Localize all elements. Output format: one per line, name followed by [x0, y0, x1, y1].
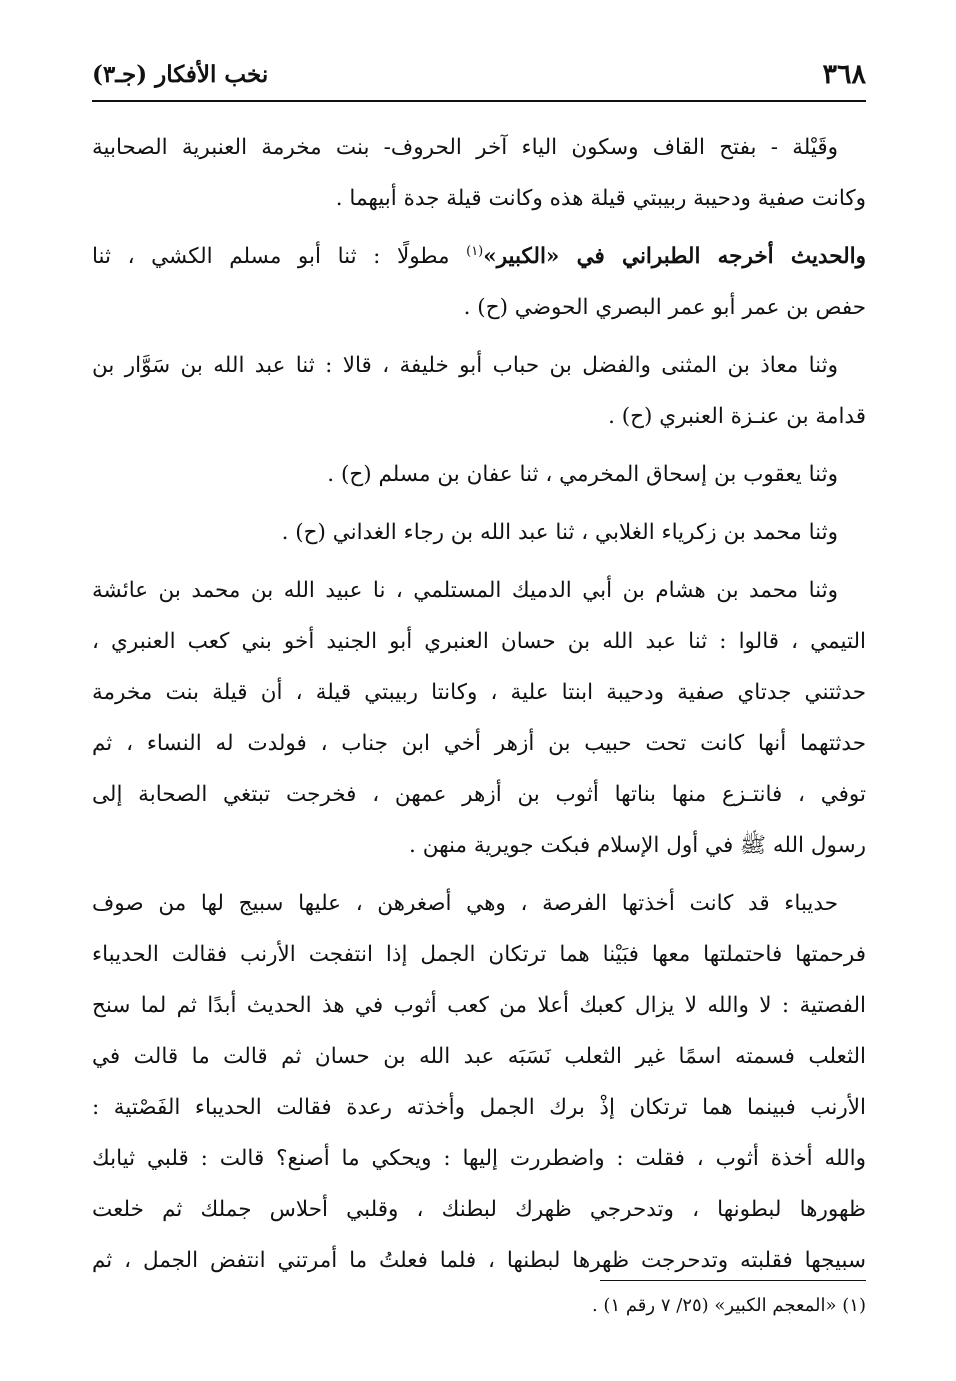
footnote: (١) «المعجم الكبير» (٢٥/ ٧ رقم ١) .: [591, 1295, 866, 1316]
text-line: رسول الله ﷺ في أول الإسلام فبكت جويرية منهن .: [409, 833, 866, 858]
text-line: حدثتني جدتاي صفية ودحيبة ابنتا علية ، وكانتا ربيبتي قيلة ، أن قيلة بنت مخرمة: [92, 680, 866, 705]
paragraph: [92, 231, 866, 333]
text-line: ظهورها لبطونها ، وتدحرجي ظهرك لبطنك ، وقلبي أحلاس جملك ثم خلعت: [92, 1197, 866, 1222]
text-line: التيمي ، قالوا : ثنا عبد الله بن حسان العنبري أبو الجنيد أخو بني كعب العنبري ،: [92, 629, 866, 654]
paragraph: [92, 449, 866, 500]
text-line: وثنا محمد بن زكرياء الغلابي ، ثنا عبد الله بن رجاء الغداني (ح) .: [281, 520, 838, 545]
text-line: وكانت صفية ودحيبة ربيبتي قيلة هذه وكانت قيلة جدة أبيهما .: [335, 186, 866, 211]
text-line: توفي ، فانتـزع منها بناتها أثوب بن أزهر عمهن ، فخرجت تبتغي الصحابة إلى: [92, 782, 866, 807]
text-line: قدامة بن عنـزة العنبري (ح) .: [608, 404, 866, 429]
page-body: [92, 122, 866, 1293]
page-header: [92, 52, 866, 96]
footnote-divider: [600, 1280, 866, 1281]
text-line: الثعلب فسمته اسمًا غير الثعلب نَسَبَه عبد الله بن حسان ثم قالت ما قالت في: [92, 1044, 866, 1069]
text-line: سبيجها فقلبته وتدحرجت ظهرها لبطنها ، فلما فعلتُ ما أمرتني انتفض الجمل ، ثم: [92, 1248, 866, 1273]
paragraph: [92, 122, 866, 224]
text-line: فرحمتها فاحتملتها معها فبَيْنا هما ترتكان الجمل إذا انتفجت الأرنب فقالت الحديباء: [92, 942, 866, 967]
text-line: وثنا يعقوب بن إسحاق المخرمي ، ثنا عفان بن مسلم (ح) .: [327, 462, 838, 487]
text-line: حدثتهما أنها كانت تحت حبيب بن أزهر أخي ابن جناب ، فولدت له النساء ، ثم: [92, 731, 866, 756]
paragraph: [92, 507, 866, 558]
paragraph: [92, 565, 866, 871]
text-line: وثنا معاذ بن المثنى والفضل بن حباب أبو خليفة ، قالا : ثنا عبد الله بن سَوَّار بن: [92, 353, 838, 378]
header-divider: [92, 100, 866, 102]
text-line: حديباء قد كانت أخذتها الفرصة ، وهي أصغرهن ، عليها سبيج لها من صوف: [92, 891, 838, 916]
running-title: نخب الأفكار (جـ٣): [92, 60, 269, 88]
text-line: [92, 231, 866, 282]
text-line: الأرنب فبينما هما ترتكان إذْ برك الجمل وأخذته رعدة فقالت الحديباء الفَصْتية :: [92, 1095, 866, 1120]
text-span: مطولًا : ثنا أبو مسلم الكشي ، ثنا: [92, 244, 467, 269]
page-number: ٣٦٨: [822, 58, 866, 90]
paragraph: [92, 340, 866, 442]
text-line: حفص بن عمر أبو عمر البصري الحوضي (ح) .: [463, 295, 866, 320]
footnote-reference: (١): [466, 243, 484, 259]
bold-citation: والحديث أخرجه الطبراني في «الكبير»: [483, 244, 866, 269]
paragraph: [92, 878, 866, 1286]
text-line: وقَيْلة - بفتح القاف وسكون الياء آخر الحروف- بنت مخرمة العنبرية الصحابية: [92, 135, 838, 160]
text-line: والله أخذة أثوب ، فقلت : واضطررت إليها : ويحكي ما أصنع؟ قالت : قلبي ثيابك: [92, 1146, 866, 1171]
text-line: وثنا محمد بن هشام بن أبي الدميك المستلمي ، نا عبيد الله بن محمد بن عائشة: [92, 578, 838, 603]
text-line: الفصتية : لا والله لا يزال كعبك أعلا من كعب أثوب في هذ الحديث أبدًا ثم لما سنح: [92, 993, 866, 1018]
